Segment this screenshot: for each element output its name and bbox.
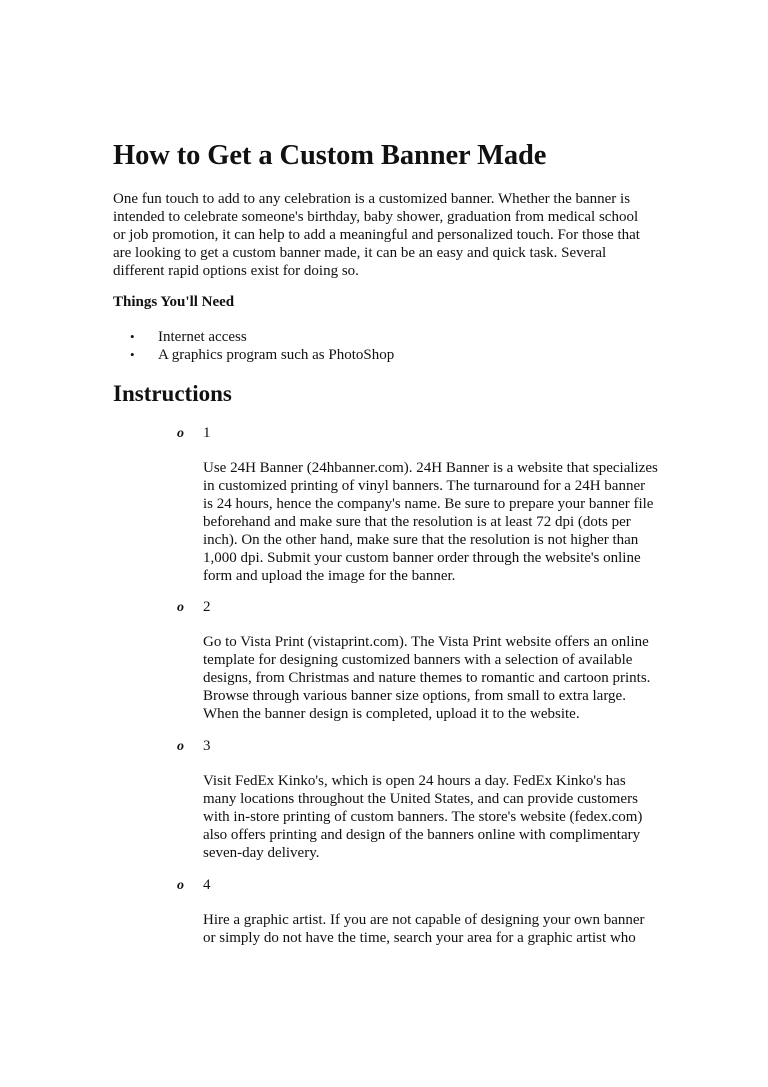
step-text: Visit FedEx Kinko's, which is open 24 hours a day. FedEx Kinko's has many locations throughout the United States, and can provide customers with in-store printing of custom banners. The store's website (fedex.com) also offers printing and design of the banners online with complimentary seven-day delivery. bbox=[203, 773, 643, 861]
step-number: 4 bbox=[203, 877, 211, 893]
bullet-icon: • bbox=[130, 347, 135, 362]
intro-paragraph: One fun touch to add to any celebration is a customized banner. Whether the banner is intended to celebrate someone's birthday, baby shower, graduation from medical school or job promotion, it can help to add a meaningful and personalized touch. For those that are looking to get a custom banner made, it can be an easy and quick task. Several different rapid options exist for doing so. bbox=[113, 191, 640, 279]
things-needed-heading: Things You'll Need bbox=[113, 294, 235, 310]
step-text: Go to Vista Print (vistaprint.com). The Vista Print website offers an online template for designing customized banners with a selection of available designs, from Christmas and nature themes to romantic and cartoon prints. Browse through various banner size options, from small to extra large. When the banner design is completed, upload it to the website. bbox=[203, 634, 651, 722]
step-marker-icon: o bbox=[177, 600, 184, 615]
step-marker-icon: o bbox=[177, 739, 184, 754]
list-item-text: A graphics program such as PhotoShop bbox=[158, 347, 395, 363]
step-number: 1 bbox=[203, 425, 211, 441]
step-text: Use 24H Banner (24hbanner.com). 24H Banner is a website that specializes in customized printing of vinyl banners. The turnaround for a 24H banner is 24 hours, hence the company's name. Be sure to prepare your banner file beforehand and make sure that the resolution is at least 72 dpi (dots per inch). On the other hand, make sure that the resolution is not higher than 1,000 dpi. Submit your custom banner order through the website's online form and upload the image for the banner. bbox=[203, 460, 658, 584]
step-number: 3 bbox=[203, 738, 211, 754]
list-item bbox=[113, 346, 394, 364]
page-title: How to Get a Custom Banner Made bbox=[113, 140, 547, 171]
bullet-icon: • bbox=[130, 329, 135, 344]
list-item bbox=[113, 328, 394, 346]
step-number: 2 bbox=[203, 599, 211, 615]
things-needed-list bbox=[113, 328, 394, 364]
step-marker-icon: o bbox=[177, 426, 184, 441]
instructions-heading: Instructions bbox=[113, 381, 232, 406]
step-text: Hire a graphic artist. If you are not capable of designing your own banner or simply do not have the time, search your area for a graphic artist who bbox=[203, 912, 645, 946]
list-item-text: Internet access bbox=[158, 329, 247, 345]
step-marker-icon: o bbox=[177, 878, 184, 893]
